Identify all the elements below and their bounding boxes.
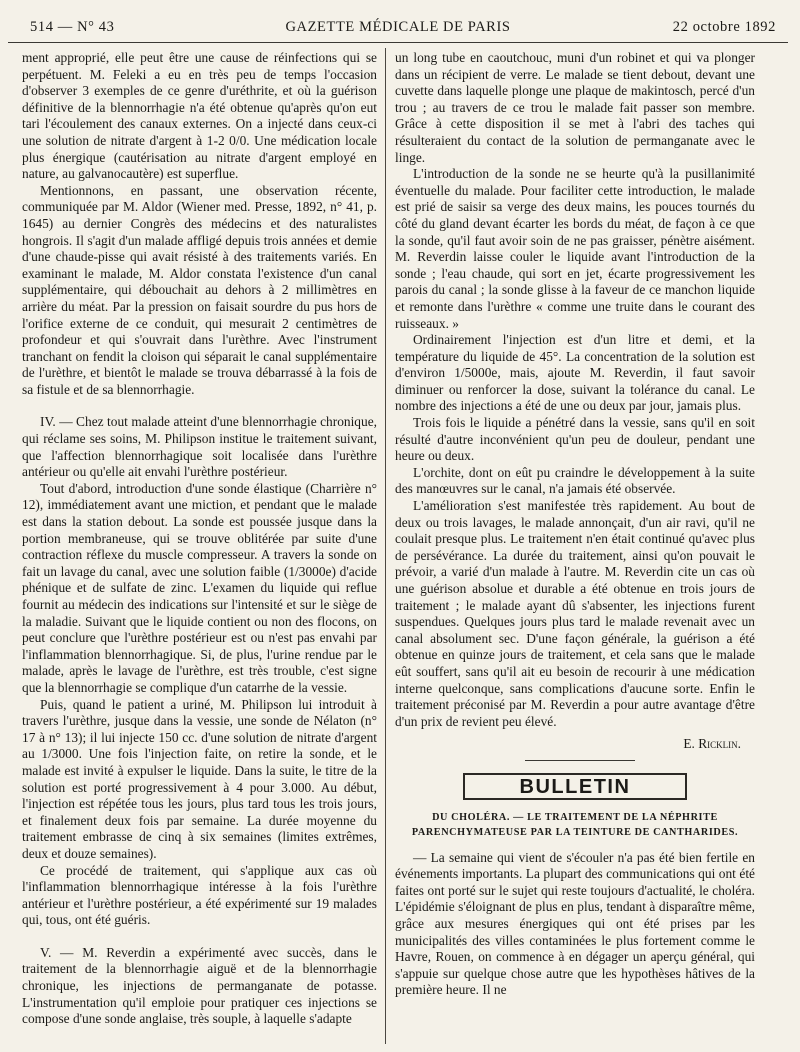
paragraph: Mentionnons, en passant, une observation récente, communiquée par M. Aldor (Wiener med. Presse, 1892, n° 41, p. 1645) au dernier Congrès des médecins et des naturalistes hongrois. Il s'agit d'un malade affligé depuis trois années et demie d'une chaude-pisse qui avait résisté à des traitements variés. En examinant le malade, M. Aldor constata l'existence d'un canal supplémentaire, qui débouchait au dehors à 2 millimètres en arrière du méat. Par la pression on faisait sourdre du pus hors de l'orifice externe de ce conduit, qui mesurait 2 centimètres de profondeur et qui s'ouvrait dans l'urèthre. Avec l'instrument tranchant on fendit la cloison qui séparait le canal supplémentaire de l'urèthre, et bientôt le malade se trouva débarrassé à la fois de sa fistule et de sa blennorrhagie.	[22, 182, 377, 397]
paragraph: L'introduction de la sonde ne se heurte qu'à la pusillanimité éventuelle du malade. Pour faciliter cette introduction, le malade est prié de saisir sa verge des deux mains, les pouces tournés du côté du gland devant écarter les bords du méat, de façon à ce que la sonde, qu'il faut avoir soin de ne pas graisser, pénètre aisément. M. Reverdin laisse couler le liquide avant l'introduction de la sonde ; l'eau chaude, qui sort en jet, écarte progressivement les parois du canal ; la sonde glisse à la faveur de ce manchon liquide et remonte dans l'urèthre « comme une truite dans le courant des ruisseaux. »	[395, 166, 755, 331]
page-header	[8, 14, 788, 43]
issue-date: 22 octobre 1892	[672, 19, 776, 35]
right-column	[395, 50, 755, 999]
paragraph: ment approprié, elle peut être une cause de réinfections qui se perpétuent. M. Feleki a eu en très peu de temps l'occasion d'observer 3 exemples de ce genre d'uréthrite, et où la guérison définitive de la blennorrhagie n'a été obtenue qu'après qu'on eut tari l'écoulement des canaux externes. On a injecté dans ceux-ci une solution de nitrate d'argent à 1-2 0/0. Une médication locale plus énergique (cautérisation au nitrate d'argent employé en nature, au galvanocautère) est superflue.	[22, 50, 377, 182]
section-v-paragraph: V. — M. Reverdin a expérimenté avec succès, dans le traitement de la blennorrhagie aiguë et de la blennorrhagie chronique, les injections de permanganate de potasse. L'instrumentation qu'il emploie pour pratiquer ces injections se compose d'une sonde anglaise, très souple, à laquelle s'adapte	[22, 944, 377, 1027]
section-iv-paragraph: IV. — Chez tout malade atteint d'une blennorrhagie chronique, qui réclame ses soins, M. Philipson institue le traitement suivant, que l'affection blennorrhagique soit localisée dans l'urèthre antérieur ou qu'elle ait envahi l'urèthre postérieur.	[22, 414, 377, 480]
bulletin-subtitle: DU CHOLÉRA. — LE TRAITEMENT DE LA NÉPHRITE PARENCHYMATEUSE PAR LA TEINTURE DE CANTHARIDES.	[411, 811, 739, 838]
page-number: 514 — N° 43	[30, 19, 115, 35]
paragraph: un long tube en caoutchouc, muni d'un robinet et qui va plonger dans un récipient de verre. Le malade se tient debout, devant une cuvette dans laquelle plonge une plaque de makintosch, percé d'un trou ; au travers de ce trou le malade fait passer son membre. Grâce à cette disposition il se met à l'abri des taches qui résulteraient du contact de la solution de permanganate avec le linge.	[395, 50, 755, 165]
left-column	[22, 50, 377, 1028]
paragraph: L'amélioration s'est manifestée très rapidement. Au bout de deux ou trois lavages, le malade annonçait, d'un air ravi, qu'il ne coulait presque plus. Le traitement n'en était continué qu'avec plus de persévérance. La durée du traitement, ainsi qu'on pouvait le prévoir, a varié d'un malade à l'autre. M. Reverdin cite un cas où une guérison absolue et durable a été obtenue en trois jours de traitement ; le malade ayant dû s'absenter, les injections furent suspendues. Quelques jours plus tard le malade revenait avec un canal absolument sec. D'une façon générale, la guérison a été obtenue en quinze jours de traitement, et cela sans que le malade eût souffert, sans qu'il ait eu besoin de recourir à une médication interne quelconque, sans complications d'aucune sorte. Enfin le traitement préconisé par M. Reverdin a pour autre avantage d'être d'un prix de revient peu élevé.	[395, 498, 755, 729]
bulletin-heading: BULLETIN	[463, 773, 687, 800]
paragraph: Ordinairement l'injection est d'un litre et demi, et la température du liquide de 45°. La concentration de la solution est d'environ 1/5000e, mais, ajoute M. Reverdin, il faut savoir diminuer ou renforcer la dose, suivant la tolérance du canal. Le nombre des injections a été de une ou deux par jour, jamais plus.	[395, 332, 755, 414]
paragraph: Trois fois le liquide a pénétré dans la vessie, sans qu'il en soit résulté d'autre inconvénient qu'un peu de douleur, pendant une heure ou deux.	[395, 415, 755, 464]
paragraph: L'orchite, dont on eût pu craindre le développement à la suite des manœuvres sur le canal, n'a jamais été observée.	[395, 464, 755, 497]
bulletin-paragraph: — La semaine qui vient de s'écouler n'a pas été bien fertile en événements importants. La plupart des communications qui ont été faites ont porté sur le sujet qui reste toujours d'actualité, le choléra. L'épidémie s'éloignant de plus en plus, tendant à disparaître même, grâce aux mesures énergiques qui ont été prises par les municipalités des villes contaminées le plus fortement comme le Havre, Rouen, on commence à en dégager un aperçu général, qui s'appuie sur quelque chose autre que les hypothèses hâtives de la première heure. Il ne	[395, 849, 755, 998]
paragraph: Puis, quand le patient a uriné, M. Philipson lui introduit à travers l'urèthre, jusque dans la vessie, une sonde de Nélaton (n° 17 à n° 13); il lui injecte 150 cc. d'une solution de nitrate d'argent au 1/3000. Une fois l'injection faite, on retire la sonde, et le malade est invité à expulser le liquide. Dans la suite, le titre de la solution est porté progressivement à 4 pour 3.000. Au début, l'injection est répétée tous les jours, plus tard tous les trois jours, et finalement deux fois par semaine. La durée moyenne du traitement embrasse de cinq à six semaines (limites extrêmes, deux et douze semaines).	[22, 696, 377, 861]
author-signature: E. Ricklin.	[683, 736, 741, 752]
separator-rule	[525, 760, 635, 761]
column-divider	[385, 48, 386, 1044]
paragraph: Ce procédé de traitement, qui s'applique aux cas où l'inflammation blennorrhagique intéresse à la fois l'urèthre antérieur et l'urèthre postérieur, a été expérimenté sur 19 malades qui, tous, ont été guéris.	[22, 862, 377, 928]
paragraph: Tout d'abord, introduction d'une sonde élastique (Charrière n° 12), immédiatement avant une miction, et pendant que le malade est dans la station debout. La sonde est poussée jusque dans la portion membraneuse, qui se trouve oblitérée par suite d'une contraction réflexe du muscle compresseur. A travers la sonde on fait un lavage du canal, avec une solution faible (1/3000e) d'acide phénique et de sulfate de zinc. L'examen du liquide qui reflue fournit au médecin des indications sur l'intensité et sur le siège de la maladie. Suivant que le liquide contient ou non des flocons, on peut conclure que l'urèthre postérieur est ou n'est pas envahi par l'inflammation blennorrhagique. Si, de plus, l'urine rendue par le malade, après le lavage de l'urèthre, est très trouble, c'est signe que la blennorrhagie se complique d'un catarrhe de la vessie.	[22, 480, 377, 695]
journal-title: GAZETTE MÉDICALE DE PARIS	[285, 19, 511, 35]
